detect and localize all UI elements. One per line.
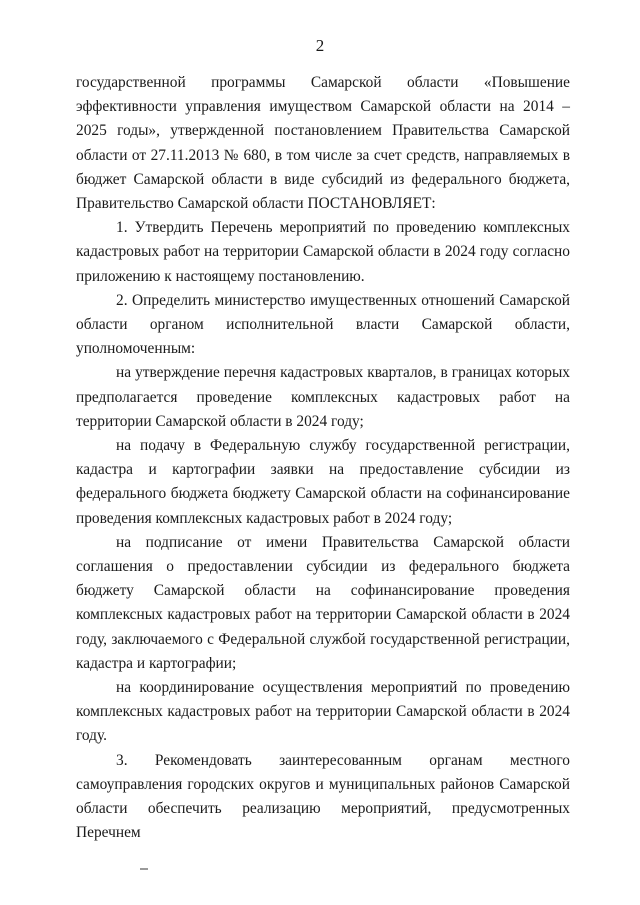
document-body [76, 71, 570, 846]
paragraph-subitem-agreement: на подписание от имени Правительства Самарской области соглашения о предоставлении субсидии из федерального бюджета бюджету Самарской области на софинансирование проведения комплексных кадастровых работ на территории Самарской области в 2024 году, заключаемого с Федеральной службой государственной регистрации, кадастра и картографии; [76, 533, 570, 672]
paragraph-subitem-application: на подачу в Федеральную службу государственной регистрации, кадастра и картографии заявки на предоставление субсидии из федерального бюджета бюджету Самарской области на софинансирование проведения комплексных кадастровых работ в 2024 году; [76, 437, 570, 527]
paragraph-item-1: 1. Утвердить Перечень мероприятий по проведению комплексных кадастровых работ на территории Самарской области в 2024 году согласно приложению к настоящему постановлению. [76, 219, 570, 285]
paragraph-item-2: 2. Определить министерство имущественных отношений Самарской области органом исполнительной власти Самарской области, уполномоченным: [76, 291, 570, 358]
paragraph-subitem-coordination: на координирование осуществления мероприятий по проведению комплексных кадастровых работ на территории Самарской области в 2024 году. [76, 679, 570, 745]
scan-artifact-mark [140, 868, 148, 870]
page-number: 2 [315, 36, 325, 55]
paragraph-subitem-quarters: на утверждение перечня кадастровых кварталов, в границах которых предполагается проведение комплексных кадастровых работ на территории Самарской области в 2024 году; [76, 364, 570, 430]
paragraph-item-3: 3. Рекомендовать заинтересованным органам местного самоуправления городских округов и муниципальных районов Самарской области обеспечить реализацию мероприятий, предусмотренных Перечнем [76, 751, 570, 842]
paragraph-continuation: государственной программы Самарской области «Повышение эффективности управления имуществом Самарской области на 2014 – 2025 годы», утвержденной постановлением Правительства Самарской области от 27.11.2013 № 680, в том числе за счет средств, направляемых в бюджет Самарской области в виде субсидий из федерального бюджета, Правительство Самарской области ПОСТАНОВЛЯЕТ: [76, 74, 570, 213]
